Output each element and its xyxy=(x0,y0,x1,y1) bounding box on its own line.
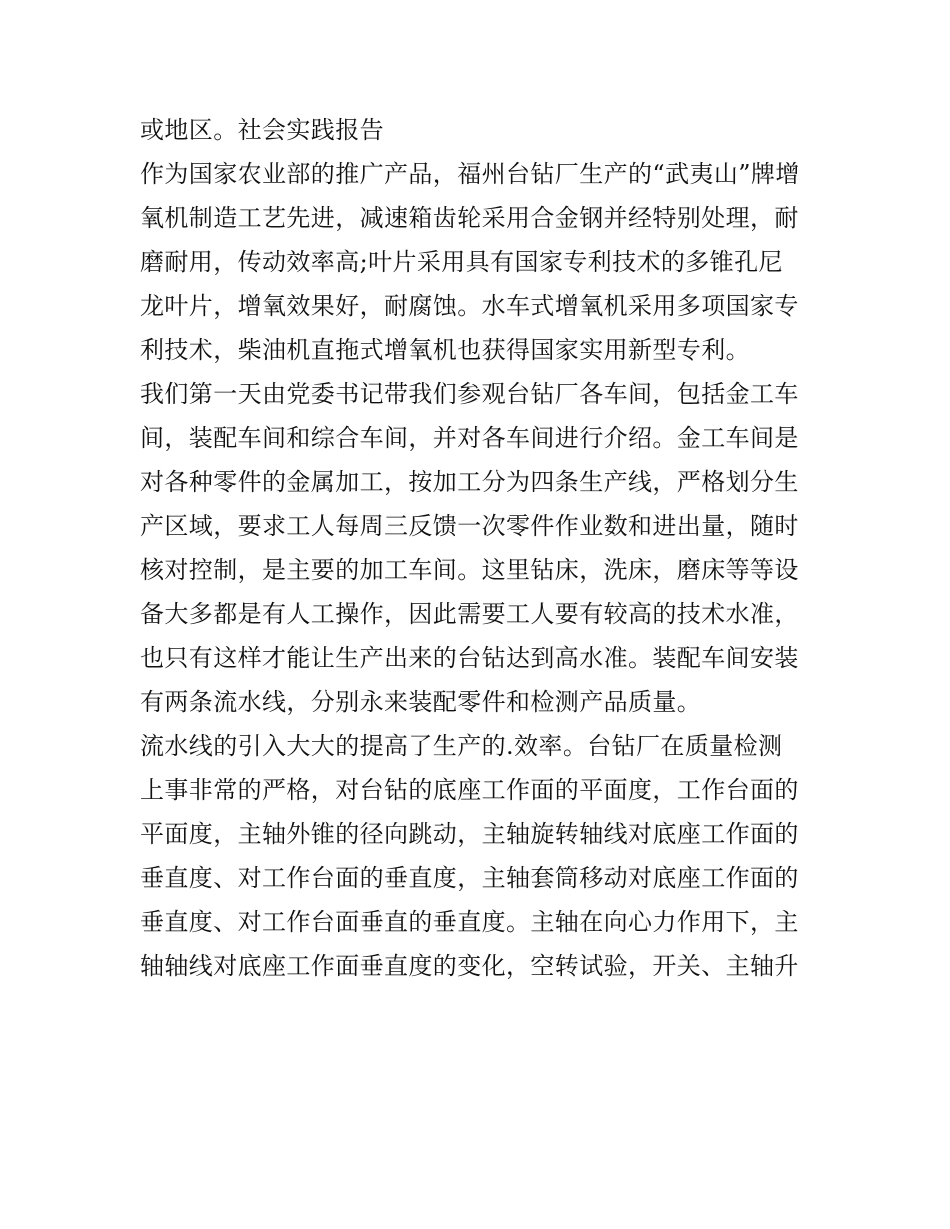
text-line: 平面度，主轴外锥的径向跳动，主轴旋转轴线对底座工作面的 xyxy=(140,820,799,848)
text-line: 间，装配车间和综合车间，并对各车间进行介绍。金工车间是 xyxy=(140,424,799,452)
text-line: 也只有这样才能让生产出来的台钻达到高水准。装配车间安装 xyxy=(140,644,799,672)
text-line: 或地区。社会实践报告 xyxy=(140,116,384,144)
text-line: 核对控制，是主要的加工车间。这里钻床，洗床，磨床等等设 xyxy=(140,556,799,584)
text-line: 备大多都是有人工操作，因此需要工人要有较高的技术水准， xyxy=(140,600,799,628)
text-line: 氧机制造工艺先进，减速箱齿轮采用合金钢并经特别处理，耐 xyxy=(140,204,799,232)
text-line: 上事非常的严格，对台钻的底座工作面的平面度，工作台面的 xyxy=(140,776,799,804)
text-line: 垂直度、对工作台面的垂直度，主轴套筒移动对底座工作面的 xyxy=(140,864,799,892)
text-line: 作为国家农业部的推广产品，福州台钻厂生产的“武夷山”牌增 xyxy=(140,160,800,188)
text-line: 磨耐用，传动效率高;叶片采用具有国家专利技术的多锥孔尼 xyxy=(140,248,783,276)
text-line: 垂直度、对工作台面垂直的垂直度。主轴在向心力作用下，主 xyxy=(140,908,799,936)
text-line: 我们第一天由党委书记带我们参观台钻厂各车间，包括金工车 xyxy=(140,380,799,408)
text-line: 利技术，柴油机直拖式增氧机也获得国家实用新型专利。 xyxy=(140,336,750,364)
text-line: 有两条流水线，分别永来装配零件和检测产品质量。 xyxy=(140,688,702,716)
text-line: 轴轴线对底座工作面垂直度的变化，空转试验，开关、主轴升 xyxy=(140,952,799,980)
text-line: 对各种零件的金属加工，按加工分为四条生产线，严格划分生 xyxy=(140,468,799,496)
text-line: 龙叶片，增氧效果好，耐腐蚀。水车式增氧机采用多项国家专 xyxy=(140,292,799,320)
text-line: 产区域，要求工人每周三反馈一次零件作业数和进出量，随时 xyxy=(140,512,799,540)
text-line: 流水线的引入大大的提高了生产的.效率。台钻厂在质量检测 xyxy=(140,732,783,760)
body-text xyxy=(140,108,820,988)
